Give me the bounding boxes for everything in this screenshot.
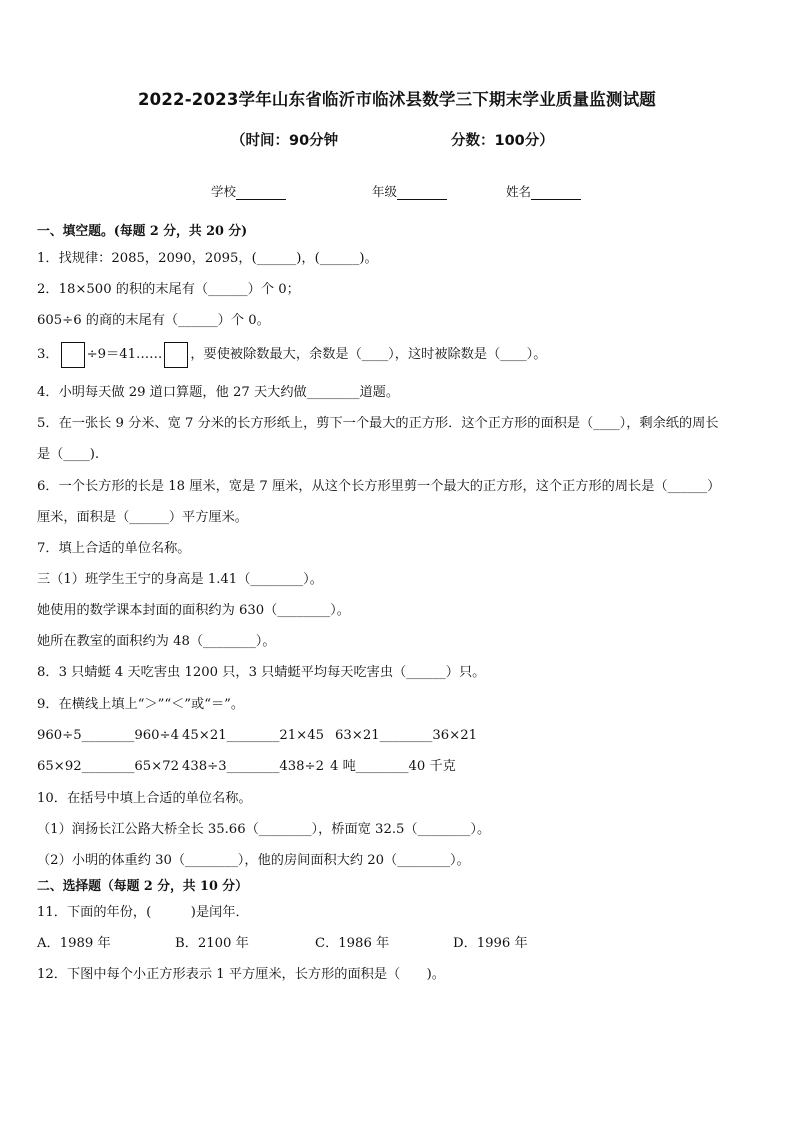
remainder-box[interactable]: [164, 342, 188, 368]
grade-field: [372, 182, 447, 200]
grade-label: 年级: [372, 184, 398, 199]
compare-item: 438÷3________438÷2: [182, 759, 324, 774]
question-9-row-1: [37, 727, 477, 745]
question-2b: 605÷6 的商的末尾有（______）个 0。: [37, 313, 270, 328]
name-label: 姓名: [506, 184, 532, 199]
grade-blank[interactable]: [397, 186, 447, 200]
question-5a: 5．在一张长 9 分米、宽 7 分米的长方形纸上，剪下一个最大的正方形．这个正方形的面积是（____），剩余纸的周长: [37, 416, 719, 431]
compare-item: 45×21________21×45: [182, 728, 324, 743]
section-heading-choice: 二、选择题（每题 2 分，共 10 分）: [37, 879, 248, 894]
option-b[interactable]: B．2100 年: [175, 936, 249, 951]
school-field: [211, 182, 286, 200]
question-6a: 6．一个长方形的长是 18 厘米，宽是 7 厘米，从这个长方形里剪一个最大的正方形，这个正方形的周长是（______）: [37, 479, 721, 494]
name-blank[interactable]: [531, 186, 581, 200]
school-label: 学校: [211, 184, 237, 199]
question-6b: 厘米，面积是（______）平方厘米。: [37, 510, 248, 525]
question-7a: 三（1）班学生王宁的身高是 1.41（________）。: [37, 572, 323, 587]
question-10b: （2）小明的体重约 30（________），他的房间面积大约 20（________）。: [37, 853, 470, 868]
exam-time: （时间：90分钟: [231, 133, 339, 149]
school-blank[interactable]: [236, 186, 286, 200]
question-8: 8．3 只蜻蜓 4 天吃害虫 1200 只，3 只蜻蜓平均每天吃害虫（______）只。: [37, 665, 486, 680]
compare-item: 4 吨________40 千克: [330, 759, 456, 774]
question-9: 9．在横线上填上“＞”“＜”或“＝”。: [37, 697, 245, 712]
name-field: [506, 182, 581, 200]
question-1: 1．找规律：2085，2090，2095，(______)，(______)。: [37, 251, 378, 266]
section-heading-fill-in: 一、填空题。(每题 2 分，共 20 分): [37, 224, 248, 239]
question-7c: 她所在教室的面积约为 48（________）。: [37, 634, 276, 649]
question-9-row-2: [37, 758, 456, 776]
question-7: 7．填上合适的单位名称。: [37, 541, 191, 556]
question-3-text: ，要使被除数最大，余数是（____），这时被除数是（____）。: [190, 347, 547, 362]
question-5b: 是（____).: [37, 447, 100, 462]
dividend-box[interactable]: [61, 342, 85, 368]
compare-item: 63×21________36×21: [335, 728, 477, 743]
compare-item: 65×92________65×72: [37, 759, 179, 774]
question-12: 12．下图中每个小正方形表示 1 平方厘米，长方形的面积是（ )。: [37, 967, 445, 982]
option-d[interactable]: D．1996 年: [453, 936, 528, 951]
question-11: 11．下面的年份，( )是闰年．: [37, 905, 249, 920]
question-7b: 她使用的数学课本封面的面积约为 630（________）。: [37, 603, 350, 618]
question-2a: 2．18×500 的积的末尾有（______）个 0；: [37, 282, 300, 297]
question-11-options: [37, 935, 528, 953]
compare-item: 960÷5________960÷4: [37, 728, 179, 743]
exam-score: 分数：100分）: [451, 133, 554, 149]
page-title: 2022-2023学年山东省临沂市临沭县数学三下期末学业质量监测试题: [138, 90, 656, 109]
question-3-equation: ÷9＝41……: [86, 347, 163, 362]
question-10: 10．在括号中填上合适的单位名称。: [37, 791, 252, 806]
option-a[interactable]: A．1989 年: [37, 936, 111, 951]
question-4: 4．小明每天做 29 道口算题，他 27 天大约做________道题。: [37, 385, 400, 400]
option-c[interactable]: C．1986 年: [315, 936, 390, 951]
question-10a: （1）润扬长江公路大桥全长 35.66（________），桥面宽 32.5（________）。: [37, 822, 491, 837]
question-3-number: 3．: [37, 347, 59, 362]
question-3: [37, 341, 546, 369]
